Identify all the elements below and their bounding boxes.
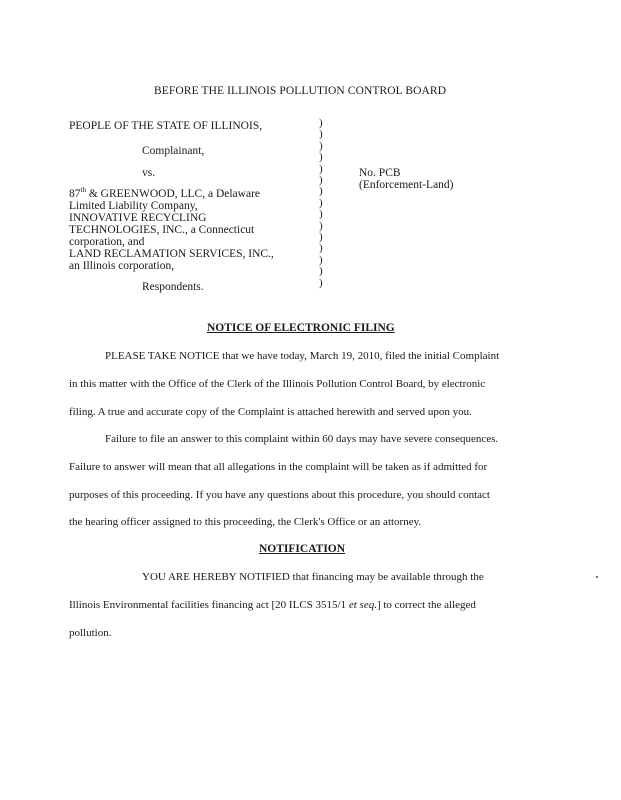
notification-line-3: pollution. (69, 627, 112, 639)
scan-speck (596, 576, 598, 578)
notice-paragraph-1-line-2: in this matter with the Office of the Clerk of the Illinois Pollution Control Board, by electronic (69, 378, 486, 390)
notification-line-2 (69, 599, 476, 611)
notification-title: NOTIFICATION (259, 543, 346, 555)
notice-title: NOTICE OF ELECTRONIC FILING (207, 322, 395, 334)
notice-paragraph-2-line-3: purposes of this proceeding. If you have any questions about this procedure, you should contact (69, 489, 490, 501)
respondent-1-line-2: Limited Liability Company, (69, 200, 198, 212)
caption-parentheses: ) ) ) ) ) ) ) ) ) ) ) ) ) ) ) (319, 117, 323, 289)
citation-tail: ] to correct the alleged (376, 599, 476, 611)
respondent-2-line-3: corporation, and (69, 236, 145, 248)
statute-citation: Illinois Environmental facilities financing act [20 ILCS 3515/1 (69, 599, 349, 611)
respondent-2-line-1: INNOVATIVE RECYCLING (69, 212, 207, 224)
case-type: (Enforcement-Land) (359, 179, 454, 191)
case-number: No. PCB (359, 167, 401, 179)
board-heading: BEFORE THE ILLINOIS POLLUTION CONTROL BOARD (154, 85, 447, 97)
respondent-1-name: & GREENWOOD, LLC, a Delaware (85, 188, 260, 200)
notice-paragraph-2-line-4: the hearing officer assigned to this proceeding, the Clerk's Office or an attorney. (69, 516, 422, 528)
respondent-1-line-1 (69, 188, 260, 200)
complainant-label: Complainant, (142, 145, 205, 157)
notice-paragraph-1-line-3: filing. A true and accurate copy of the Complaint is attached herewith and served upon you. (69, 406, 472, 418)
respondent-3-line-1: LAND RECLAMATION SERVICES, INC., (69, 248, 274, 260)
respondent-1-number: 87 (69, 188, 81, 200)
respondent-3-line-2: an Illinois corporation, (69, 260, 175, 272)
respondents-label: Respondents. (142, 281, 204, 293)
respondent-2-line-2: TECHNOLOGIES, INC., a Connecticut (69, 224, 255, 236)
plaintiff-name: PEOPLE OF THE STATE OF ILLINOIS, (69, 120, 263, 132)
notice-paragraph-1-line-1: PLEASE TAKE NOTICE that we have today, March 19, 2010, filed the initial Complaint (105, 350, 500, 362)
notification-line-1: YOU ARE HEREBY NOTIFIED that financing may be available through the (142, 571, 484, 583)
respondent-1-ordinal: th (80, 186, 86, 195)
versus-label: vs. (142, 167, 156, 179)
notice-paragraph-2-line-2: Failure to answer will mean that all allegations in the complaint will be taken as if admitted for (69, 461, 488, 473)
et-seq-italic: et seq. (348, 599, 377, 611)
notice-paragraph-2-line-1: Failure to file an answer to this complaint within 60 days may have severe consequences. (105, 433, 499, 445)
